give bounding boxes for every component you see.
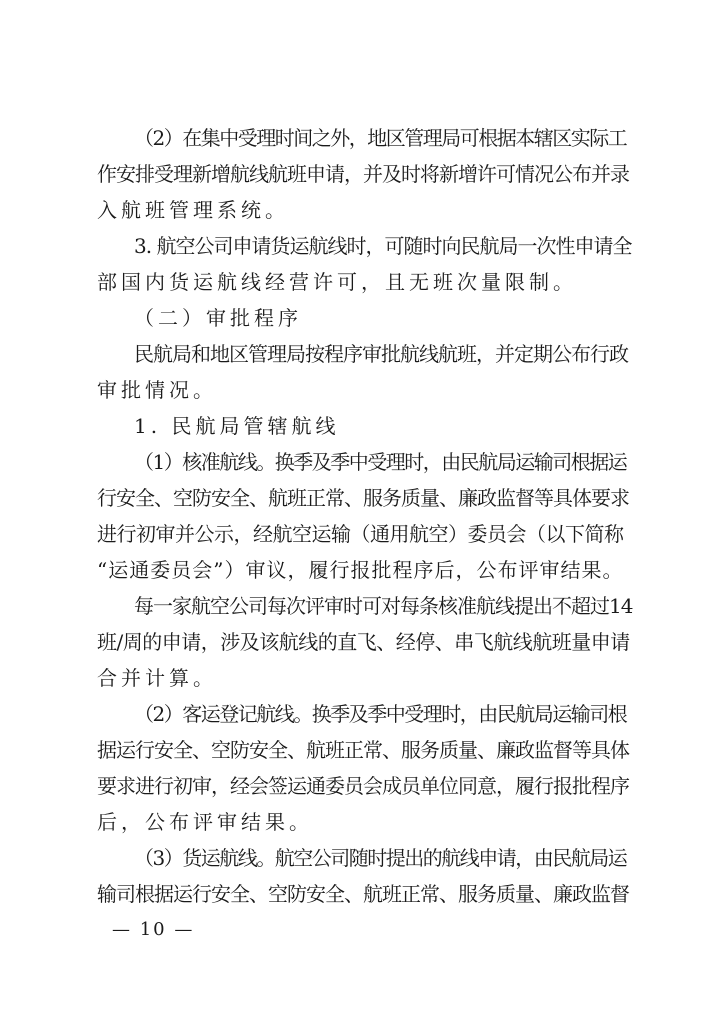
text-line xyxy=(0,697,724,731)
text-line xyxy=(0,877,724,911)
text-line xyxy=(0,265,724,299)
section-heading xyxy=(0,301,724,335)
text-line-content: （2）客运登记航线。换季及季中受理时，由民航局运输司根 xyxy=(134,702,627,726)
text-line xyxy=(0,445,724,479)
text-line xyxy=(0,121,724,155)
text-line-content: 班/周的申请，涉及该航线的直飞、经停、串飞航线航班量申请 xyxy=(97,630,630,654)
text-line-content: 据运行安全、空防安全、航班正常、服务质量、廉政监督等具体 xyxy=(97,738,629,762)
text-line-content: “运通委员会”）审议，履行报批程序后，公布评审结果。 xyxy=(97,558,624,582)
text-line-content: 每一家航空公司每次评审时可对每条核准航线提出不超过14 xyxy=(134,594,633,618)
subsection-heading-text: 1. 民航局管辖航线 xyxy=(134,414,340,438)
text-line xyxy=(0,661,724,695)
text-line-content: 民航局和地区管理局按程序审批航线航班，并定期公布行政 xyxy=(134,342,628,366)
text-line-content: 部国内货运航线经营许可，且无班次量限制。 xyxy=(97,270,577,294)
text-line xyxy=(0,841,724,875)
text-line xyxy=(0,553,724,587)
section-heading-text: （二）审批程序 xyxy=(134,306,302,330)
text-line-content: 行安全、空防安全、航班正常、服务质量、廉政监督等具体要求 xyxy=(97,486,629,510)
text-line xyxy=(0,517,724,551)
text-line xyxy=(0,373,724,407)
text-line xyxy=(0,193,724,227)
text-line xyxy=(0,229,724,263)
text-line xyxy=(0,625,724,659)
text-line-content: 输司根据运行安全、空防安全、航班正常、服务质量、廉政监督 xyxy=(97,882,629,906)
text-line-content: 3. 航空公司申请货运航线时，可随时向民航局一次性申请全 xyxy=(134,234,632,258)
text-line xyxy=(0,589,724,623)
text-line xyxy=(0,337,724,371)
text-line xyxy=(0,733,724,767)
page-number: — 10 — xyxy=(112,919,195,940)
text-line xyxy=(0,481,724,515)
text-line-content: （3）货运航线。航空公司随时提出的航线申请，由民航局运 xyxy=(134,846,627,870)
subsection-heading xyxy=(0,409,724,443)
text-line-content: （1）核准航线。换季及季中受理时，由民航局运输司根据运 xyxy=(134,450,627,474)
text-line xyxy=(0,805,724,839)
text-line-content: 合并计算。 xyxy=(97,666,217,690)
text-line-content: 要求进行初审，经会签运通委员会成员单位同意，履行报批程序 xyxy=(97,774,629,798)
text-line-content: 作安排受理新增航线航班申请，并及时将新增许可情况公布并录 xyxy=(97,162,629,186)
text-line-content: 进行初审并公示，经航空运输（通用航空）委员会（以下简称 xyxy=(97,522,624,546)
text-line-content: 后，公布评审结果。 xyxy=(97,810,313,834)
text-line-content: （2）在集中受理时间之外，地区管理局可根据本辖区实际工 xyxy=(134,126,627,150)
text-line-content: 入航班管理系统。 xyxy=(97,198,289,222)
text-line xyxy=(0,769,724,803)
text-line xyxy=(0,157,724,191)
text-line-content: 审批情况。 xyxy=(97,378,217,402)
